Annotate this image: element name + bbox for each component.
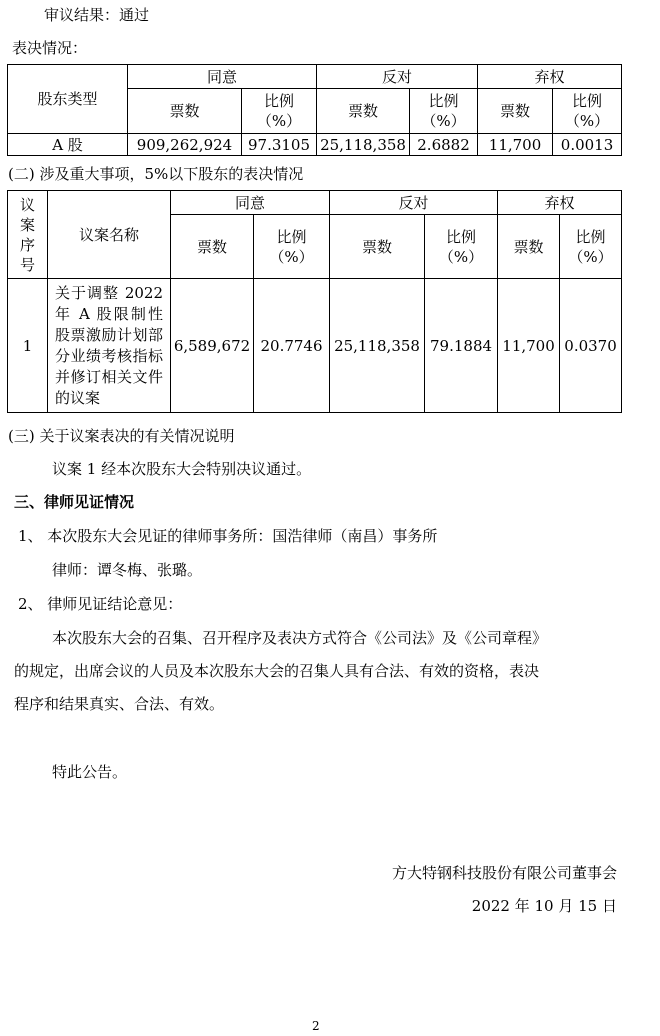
cell-motion-name: 关于调整 2022 年 A 股限制性股票激励计划部分业绩考核指标并修订相关文件的议案: [48, 279, 171, 413]
section3-title: (三) 关于议案表决的有关情况说明: [8, 427, 235, 445]
cell-abstain-ratio: 0.0013: [553, 134, 622, 156]
col-votes: 票数: [171, 215, 254, 279]
col-votes: 票数: [498, 215, 560, 279]
conclusion-line-2: 的规定，出席会议的人员及本次股东大会的召集人具有合法、有效的资格，表决: [14, 662, 540, 680]
header-agree: 同意: [128, 65, 317, 89]
header-abstain: 弃权: [498, 191, 622, 215]
table-shareholder-votes: [7, 64, 622, 156]
signature-company: 方大特钢科技股份有限公司董事会: [391, 864, 617, 882]
signature-date: 2022 年 10 月 15 日: [471, 897, 617, 915]
cell-abstain-votes: 11,700: [498, 279, 560, 413]
cell-abstain-ratio: 0.0370: [560, 279, 622, 413]
col-ratio: 比例 （%）: [560, 215, 622, 279]
header-motion-name: 议案名称: [48, 191, 171, 279]
cell-oppose-ratio: 79.1884: [425, 279, 498, 413]
cell-agree-ratio: 20.7746: [254, 279, 330, 413]
section3-text: 议案 1 经本次股东大会特别决议通过。: [52, 460, 312, 478]
col-votes: 票数: [330, 215, 425, 279]
cell-oppose-votes: 25,118,358: [330, 279, 425, 413]
header-shareholder-type: 股东类型: [8, 65, 128, 134]
header-abstain: 弃权: [478, 65, 622, 89]
conclusion-line-1: 本次股东大会的召集、召开程序及表决方式符合《公司法》及《公司章程》: [52, 629, 548, 647]
vote-label: 表决情况：: [12, 39, 88, 57]
page-number: 2: [312, 1019, 320, 1033]
cell-agree-ratio: 97.3105: [242, 134, 317, 156]
announcement: 特此公告。: [52, 763, 128, 781]
review-result: 审议结果：通过: [44, 6, 150, 24]
table-row: [8, 134, 622, 156]
col-ratio: 比例 （%）: [254, 215, 330, 279]
col-votes: 票数: [317, 89, 410, 134]
header-agree: 同意: [171, 191, 330, 215]
col-ratio: 比例 （%）: [553, 89, 622, 134]
lawyer-names: 律师：谭冬梅、张璐。: [52, 561, 203, 579]
col-ratio: 比例 （%）: [242, 89, 317, 134]
header-oppose: 反对: [317, 65, 478, 89]
col-votes: 票数: [478, 89, 553, 134]
lawyer-section-title: 三、律师见证情况: [14, 493, 135, 511]
conclusion-line-3: 程序和结果真实、合法、有效。: [14, 695, 225, 713]
header-motion-no: 议案序号: [8, 191, 48, 279]
cell-abstain-votes: 11,700: [478, 134, 553, 156]
col-votes: 票数: [128, 89, 242, 134]
section2-title: (二) 涉及重大事项，5%以下股东的表决情况: [8, 165, 304, 183]
lawyer-firm: 1、 本次股东大会见证的律师事务所：国浩律师（南昌）事务所: [18, 527, 438, 545]
cell-agree-votes: 909,262,924: [128, 134, 242, 156]
header-oppose: 反对: [330, 191, 498, 215]
col-ratio: 比例 （%）: [410, 89, 478, 134]
cell-agree-votes: 6,589,672: [171, 279, 254, 413]
cell-motion-no: 1: [8, 279, 48, 413]
table-row: [8, 279, 622, 413]
table-minor-shareholder-votes: [7, 190, 622, 413]
col-ratio: 比例 （%）: [425, 215, 498, 279]
lawyer-conclusion-label: 2、 律师见证结论意见：: [18, 595, 183, 613]
cell-oppose-votes: 25,118,358: [317, 134, 410, 156]
cell-type: A 股: [8, 134, 128, 156]
cell-oppose-ratio: 2.6882: [410, 134, 478, 156]
